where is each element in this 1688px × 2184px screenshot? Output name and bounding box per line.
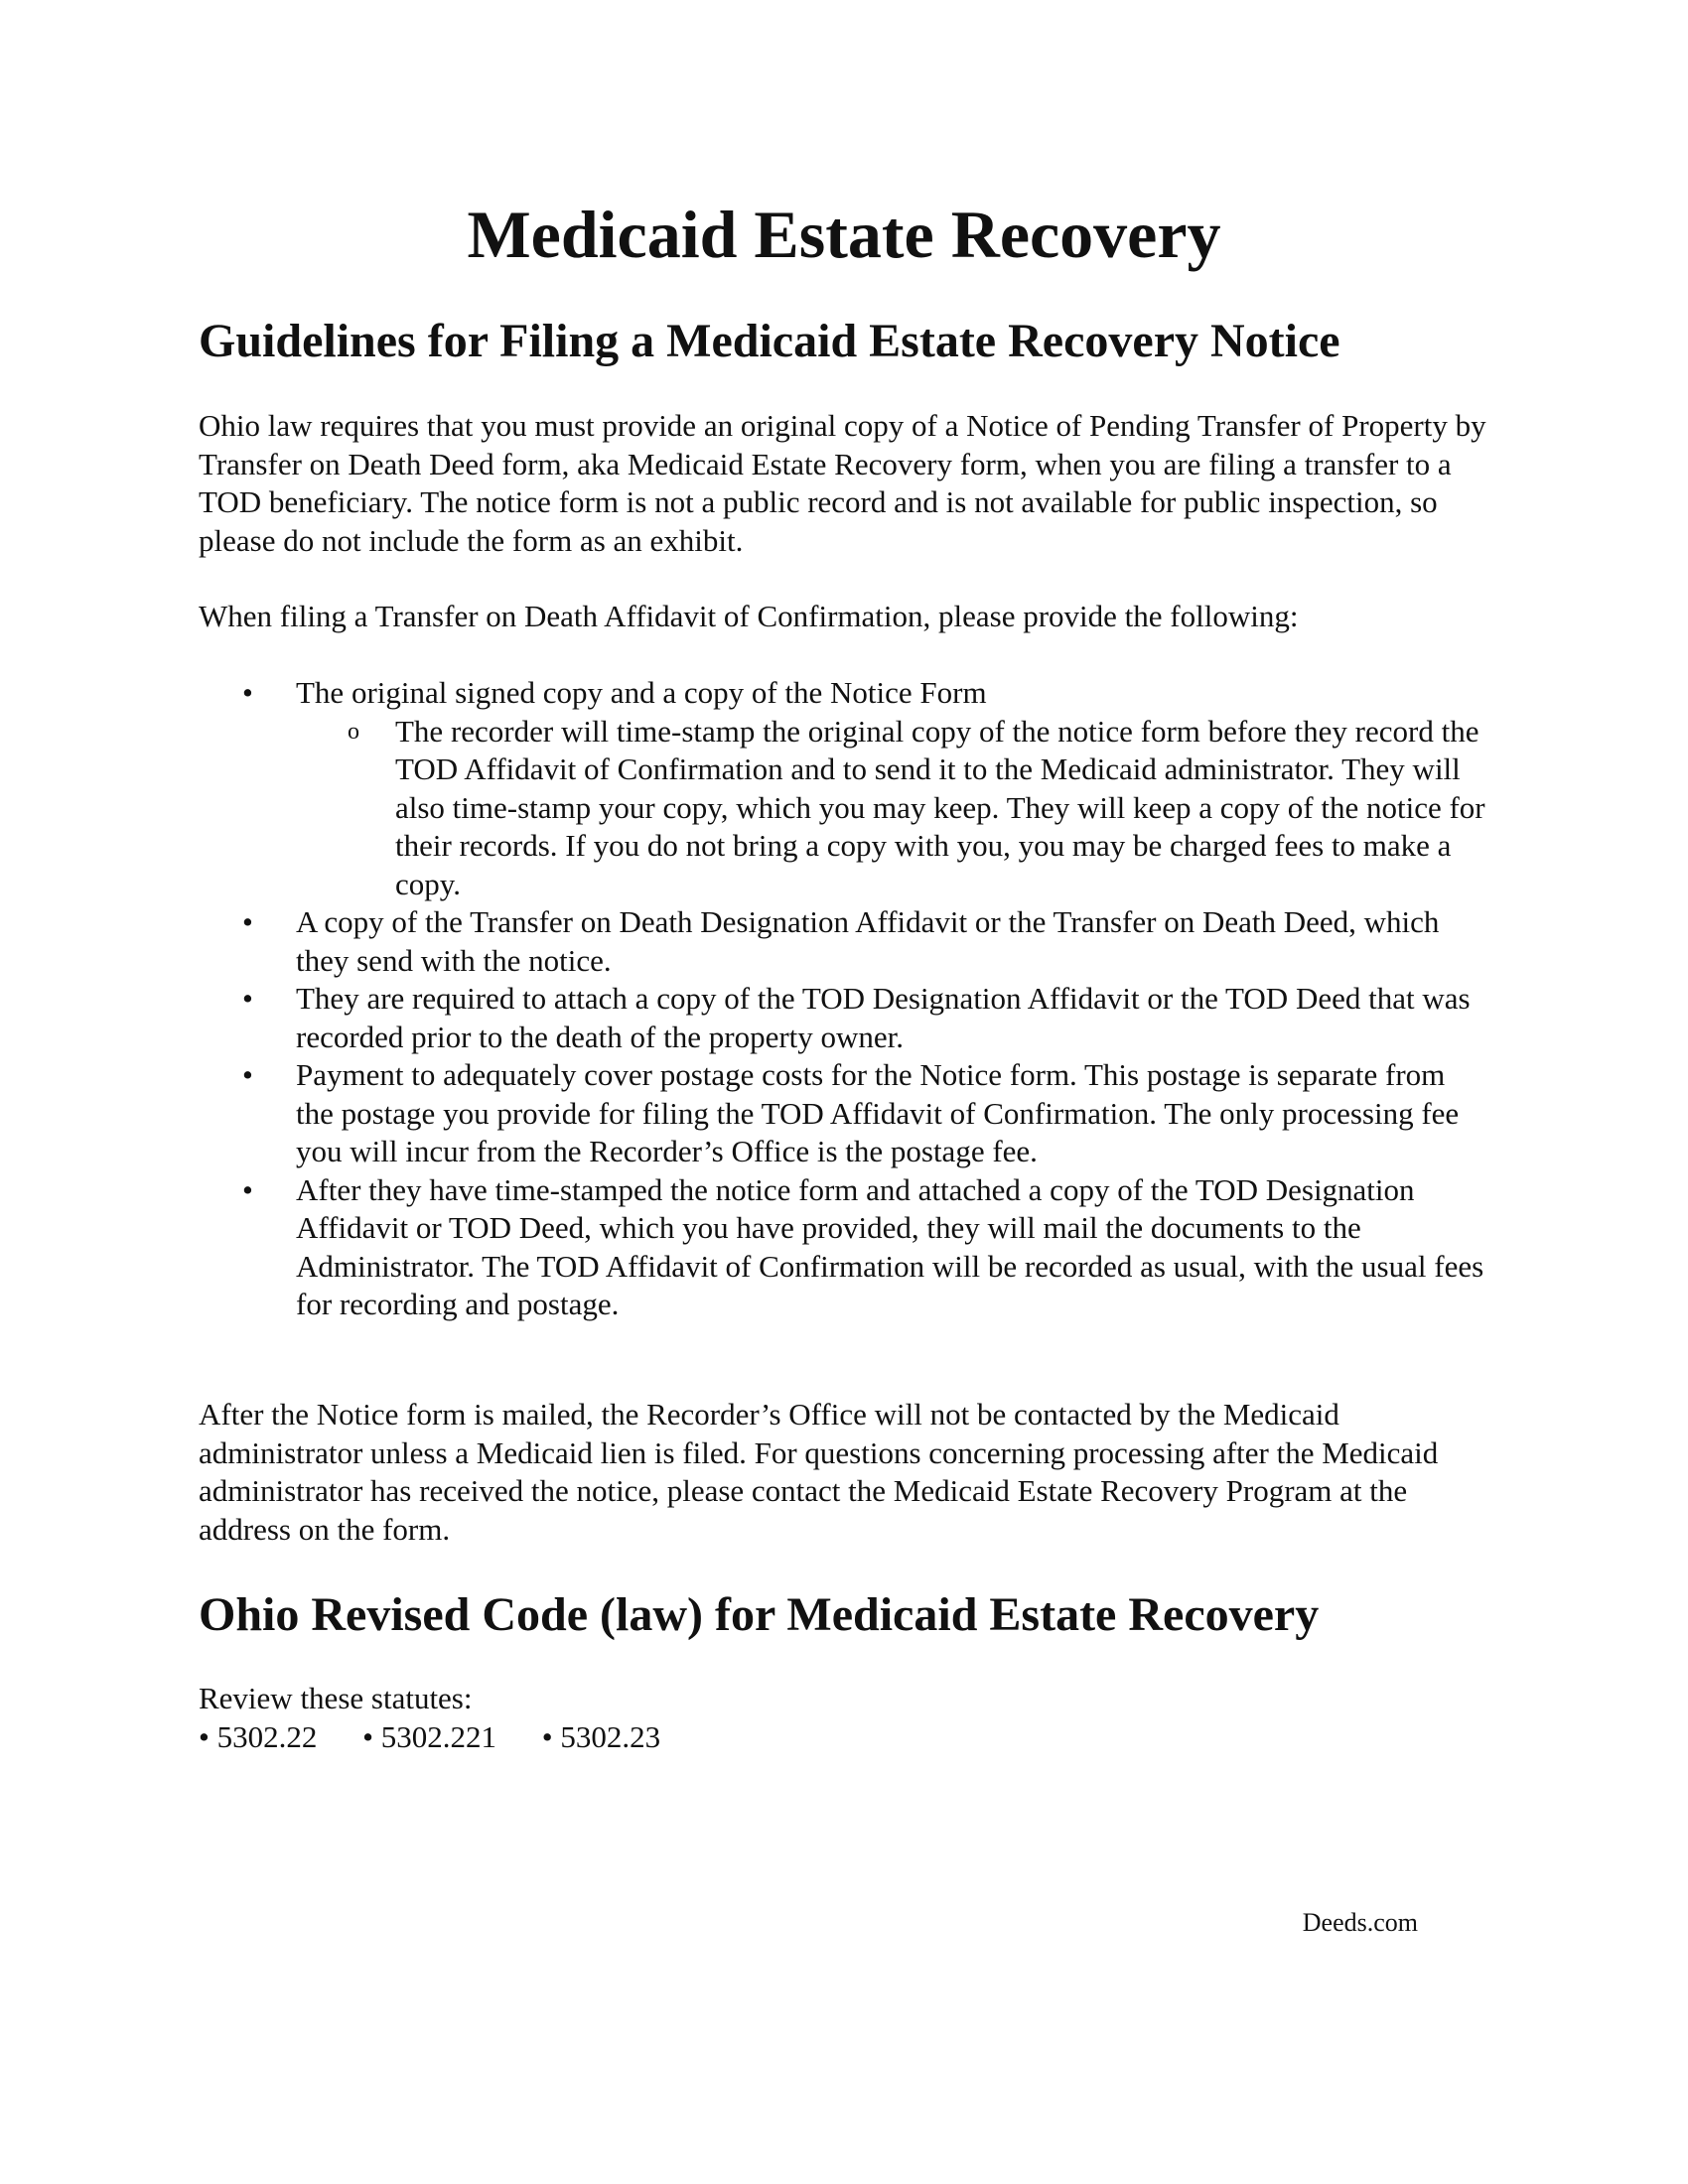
document-title: Medicaid Estate Recovery	[467, 197, 1221, 272]
sub-list-item	[296, 713, 1489, 904]
lead-paragraph: When filing a Transfer on Death Affidavit of Confirmation, please provide the following:	[199, 599, 1299, 633]
section-heading-revised-code: Ohio Revised Code (law) for Medicaid Estate Recovery	[199, 1588, 1320, 1641]
statutes-list	[199, 1718, 698, 1757]
bullet-icon: •	[242, 981, 253, 1016]
sub-list	[296, 713, 1489, 904]
list-item	[199, 980, 1489, 1056]
statute-link-5302-221[interactable]: • 5302.221	[362, 1719, 496, 1754]
list-item-text: After they have time-stamped the notice form and attached a copy of the TOD Designation Affidavit or TOD Deed, which you have provided, they will mail the documents to the Administrator. The TOD Affidavit of Confirmation will be recorded as usual, with the usual fees for recording and postage.	[296, 1171, 1484, 1321]
bullet-icon: •	[242, 675, 253, 710]
circle-bullet-icon: o	[348, 718, 359, 745]
intro-paragraph: Ohio law requires that you must provide an original copy of a Notice of Pending Transfer of Property by Transfer on Death Deed form, aka Medicaid Estate Recovery form, when you are filing a transfer to a TOD beneficiary. The notice form is not a public record and is not available for public inspection, so please do not include the form as an exhibit.	[199, 408, 1486, 558]
list-item-text: Payment to adequately cover postage costs for the Notice form. This postage is separate from the postage you provide for filing the TOD Affidavit of Confirmation. The only processing fee you will incur from the Recorder’s Office is the postage fee.	[296, 1057, 1460, 1168]
statute-link-5302-22[interactable]: • 5302.22	[199, 1719, 318, 1754]
list-item-text: They are required to attach a copy of the TOD Designation Affidavit or the TOD Deed that was recorded prior to the death of the property owner.	[296, 981, 1471, 1054]
list-item	[199, 1056, 1489, 1171]
bullet-icon: •	[242, 1057, 253, 1092]
footer-brand: Deeds.com	[1302, 1908, 1418, 1937]
requirements-list	[199, 674, 1489, 1324]
list-item-text: A copy of the Transfer on Death Designation Affidavit or the Transfer on Death Deed, which they send with the notice.	[296, 904, 1440, 978]
list-item-text: The original signed copy and a copy of the Notice Form	[296, 675, 987, 710]
statute-link-5302-23[interactable]: • 5302.23	[541, 1719, 661, 1754]
section-heading-guidelines: Guidelines for Filing a Medicaid Estate Recovery Notice	[199, 315, 1340, 367]
after-paragraph: After the Notice form is mailed, the Recorder’s Office will not be contacted by the Medicaid administrator unless a Medicaid lien is filed. For questions concerning processing after the Medicaid administrator has received the notice, please contact the Medicaid Estate Recovery Program at the address on the form.	[199, 1397, 1439, 1547]
bullet-icon: •	[242, 904, 253, 939]
list-item	[199, 903, 1489, 980]
list-item	[199, 674, 1489, 903]
sub-list-item-text: The recorder will time-stamp the original copy of the notice form before they record the TOD Affidavit of Confirmation and to send it to the Medicaid administrator. They will also time-stamp your copy, which you may keep. They will keep a copy of the notice for their records. If you do not bring a copy with you, you may be charged fees to make a copy.	[395, 713, 1485, 901]
review-label: Review these statutes:	[199, 1681, 473, 1715]
bullet-icon: •	[242, 1171, 253, 1207]
list-item	[199, 1171, 1489, 1324]
